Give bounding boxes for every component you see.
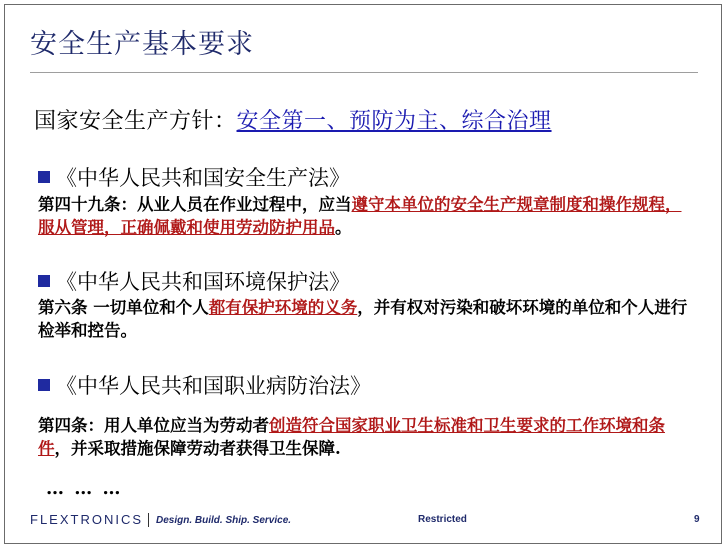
article-label: 第四十九条： xyxy=(38,195,137,214)
article-emphasis: 创造符合国家职业卫生标准和卫生要求的工作环境和条件 xyxy=(38,416,665,458)
article-label: 第四条： xyxy=(38,416,104,435)
policy-prefix: 国家安全生产方针： xyxy=(34,109,237,134)
title-divider xyxy=(30,72,698,73)
footer-divider xyxy=(148,513,149,527)
classification-label: Restricted xyxy=(418,514,467,525)
law-heading-environment xyxy=(38,266,350,296)
article-text: 用人单位应当为劳动者 xyxy=(104,416,269,435)
slide-title: 安全生产基本要求 xyxy=(30,29,254,60)
flextronics-logo: FLEXTRONICS xyxy=(30,512,144,527)
article-safety xyxy=(38,193,688,239)
article-text-end: 。 xyxy=(335,218,352,237)
article-text: 从业人员在作业过程中，应当 xyxy=(137,195,352,214)
article-label: 第六条 xyxy=(38,298,94,317)
square-bullet-icon xyxy=(38,275,50,287)
article-emphasis: 遵守本单位的安全生产规章制度和操作规程，服从管理，正确佩戴和使用劳动防护用品 xyxy=(38,195,682,237)
page-number: 9 xyxy=(694,514,700,525)
continuation-ellipsis: … … … xyxy=(46,478,123,499)
law-title: 《中华人民共和国安全生产法》 xyxy=(56,166,350,190)
law-title: 《中华人民共和国职业病防治法》 xyxy=(56,374,371,398)
safety-policy xyxy=(34,104,552,135)
square-bullet-icon xyxy=(38,379,50,391)
article-text: 一切单位和个人 xyxy=(93,298,209,317)
law-heading-safety xyxy=(38,162,350,192)
law-title: 《中华人民共和国环境保护法》 xyxy=(56,270,350,294)
article-occupational xyxy=(38,414,688,460)
law-heading-occupational xyxy=(38,370,371,400)
square-bullet-icon xyxy=(38,171,50,183)
article-text-end: ，并有权对污染和破坏环境的单位和个人进行检举和控告。 xyxy=(38,298,688,340)
article-environment xyxy=(38,296,688,342)
article-text-end: ，并采取措施保障劳动者获得卫生保障. xyxy=(54,439,341,458)
policy-highlight: 安全第一、预防为主、综合治理 xyxy=(236,109,552,134)
footer-tagline: Design. Build. Ship. Service. xyxy=(156,515,292,526)
article-emphasis: 都有保护环境的义务 xyxy=(208,298,358,317)
